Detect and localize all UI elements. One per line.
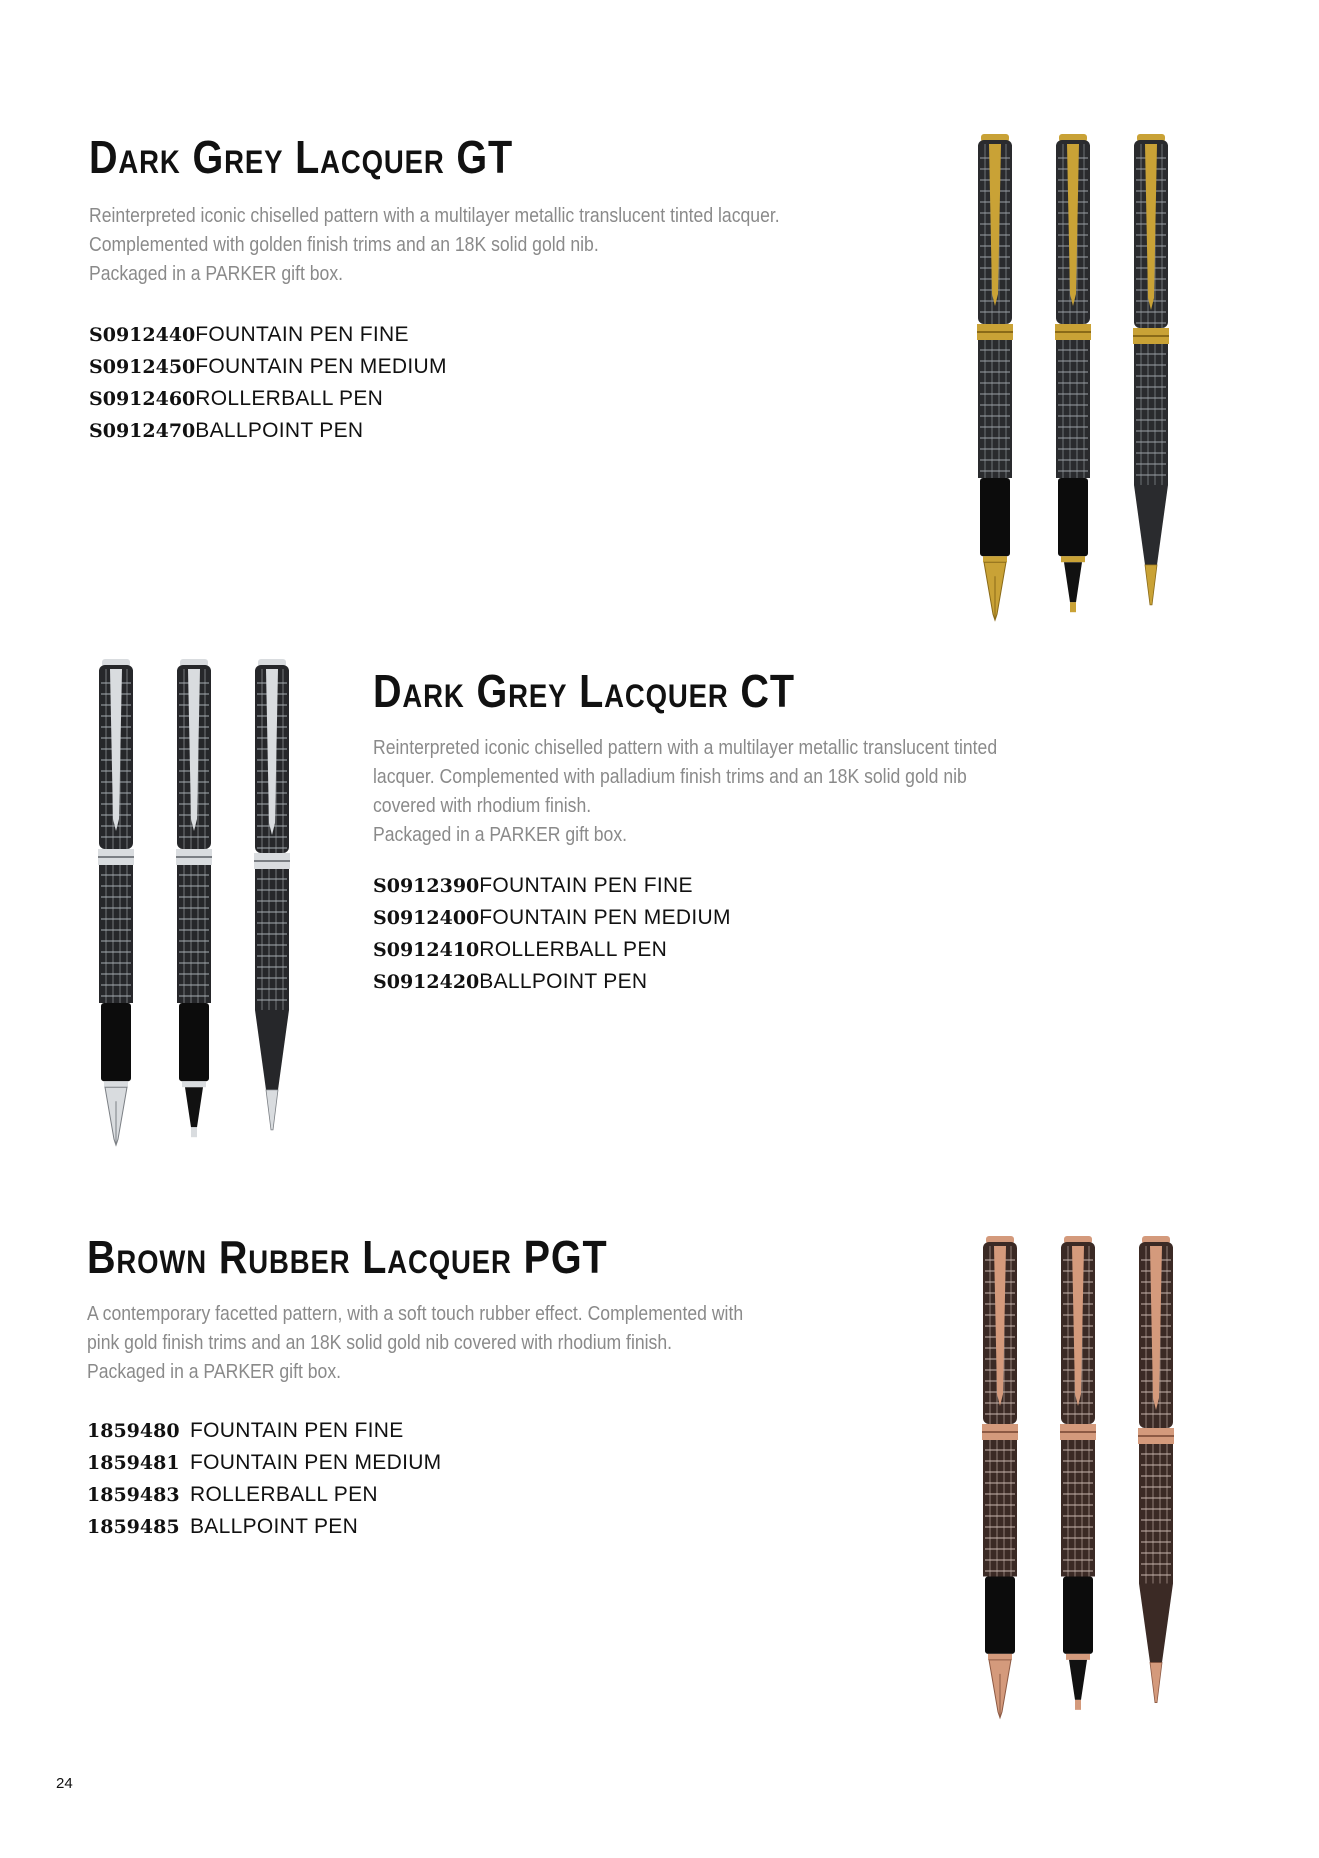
section-title: Dark Grey Lacquer GT bbox=[89, 131, 514, 183]
product-name: FOUNTAIN PEN MEDIUM bbox=[195, 355, 447, 378]
product-code: S0912440 bbox=[89, 324, 196, 346]
description-line: Packaged in a PARKER gift box. bbox=[87, 1361, 342, 1383]
ballpoint-pen bbox=[254, 659, 290, 1130]
product-name: FOUNTAIN PEN MEDIUM bbox=[190, 1451, 442, 1474]
pen-grip bbox=[101, 1003, 131, 1081]
pen-illustration bbox=[86, 655, 306, 1195]
pen-taper bbox=[1139, 1584, 1173, 1663]
description-line: Packaged in a PARKER gift box. bbox=[373, 824, 628, 846]
product-row bbox=[373, 902, 731, 934]
product-row bbox=[89, 319, 447, 351]
product-code: S0912450 bbox=[89, 356, 196, 378]
fountain-pen bbox=[982, 1236, 1018, 1718]
product-section-dark-grey-gt bbox=[89, 131, 874, 447]
product-code: 1859481 bbox=[87, 1452, 180, 1474]
description-line: Complemented with golden finish trims and an 18K solid gold nib. bbox=[89, 234, 599, 256]
product-row bbox=[87, 1447, 441, 1479]
description-line: Reinterpreted iconic chiselled pattern with a multilayer metallic translucent tinted bbox=[373, 737, 998, 759]
pen-grip bbox=[179, 1003, 209, 1081]
pen-tip bbox=[266, 1090, 278, 1130]
product-list bbox=[89, 319, 447, 447]
product-list bbox=[373, 870, 731, 998]
pen-grip bbox=[1058, 478, 1088, 556]
product-row bbox=[89, 415, 447, 447]
pen-grip bbox=[985, 1577, 1015, 1654]
ballpoint-pen bbox=[1138, 1236, 1174, 1703]
pen-tip bbox=[1145, 565, 1157, 605]
section-title: Dark Grey Lacquer CT bbox=[373, 665, 795, 717]
product-name: ROLLERBALL PEN bbox=[195, 387, 384, 410]
description-line: pink gold finish trims and an 18K solid gold nib covered with rhodium finish. bbox=[87, 1332, 673, 1354]
pen-set-image-gt bbox=[965, 130, 1185, 670]
product-name: BALLPOINT PEN bbox=[479, 970, 648, 993]
product-row bbox=[87, 1415, 441, 1447]
product-row bbox=[373, 966, 731, 998]
pen-tip bbox=[1150, 1663, 1162, 1703]
description-line: lacquer. Complemented with palladium finish trims and an 18K solid gold nib bbox=[373, 766, 967, 788]
product-row bbox=[87, 1511, 441, 1543]
product-name: BALLPOINT PEN bbox=[190, 1515, 359, 1538]
product-name: FOUNTAIN PEN FINE bbox=[195, 323, 409, 346]
product-section-dark-grey-ct bbox=[373, 665, 1082, 998]
product-name: FOUNTAIN PEN FINE bbox=[479, 874, 693, 897]
product-code: S0912470 bbox=[89, 420, 196, 442]
product-code: S0912420 bbox=[373, 971, 480, 993]
product-row bbox=[373, 870, 731, 902]
product-row bbox=[373, 934, 731, 966]
pen-tip bbox=[1064, 562, 1082, 602]
pen-tip bbox=[185, 1087, 203, 1127]
pen-tip bbox=[1069, 1660, 1087, 1700]
ballpoint-pen bbox=[1133, 134, 1169, 605]
product-section-brown-rubber-pgt bbox=[87, 1231, 833, 1543]
product-list bbox=[87, 1415, 441, 1543]
description-line: A contemporary facetted pattern, with a soft touch rubber effect. Complemented with bbox=[87, 1303, 744, 1325]
pen-set-image-ct bbox=[86, 655, 306, 1195]
product-code: S0912410 bbox=[373, 939, 480, 961]
section-description bbox=[87, 1300, 743, 1387]
pen-grip bbox=[1063, 1577, 1093, 1654]
product-name: ROLLERBALL PEN bbox=[479, 938, 668, 961]
page-number: 24 bbox=[56, 1775, 73, 1792]
product-code: 1859485 bbox=[87, 1516, 180, 1538]
rollerball-pen bbox=[176, 659, 212, 1137]
pen-set-image-pgt bbox=[970, 1232, 1200, 1767]
section-description bbox=[373, 734, 997, 850]
product-code: S0912390 bbox=[373, 875, 480, 897]
product-code: 1859480 bbox=[87, 1420, 180, 1442]
rollerball-pen bbox=[1060, 1236, 1096, 1710]
fountain-pen bbox=[98, 659, 134, 1145]
rollerball-pen bbox=[1055, 134, 1091, 612]
product-code: 1859483 bbox=[87, 1484, 180, 1506]
product-row bbox=[89, 351, 447, 383]
fountain-pen bbox=[977, 134, 1013, 620]
pen-taper bbox=[255, 1010, 289, 1090]
product-name: FOUNTAIN PEN FINE bbox=[190, 1419, 404, 1442]
description-line: Packaged in a PARKER gift box. bbox=[89, 263, 344, 285]
product-name: ROLLERBALL PEN bbox=[190, 1483, 378, 1506]
product-code: S0912460 bbox=[89, 388, 196, 410]
section-description bbox=[89, 202, 780, 289]
product-row bbox=[87, 1479, 441, 1511]
description-line: Reinterpreted iconic chiselled pattern with a multilayer metallic translucent tinted lacquer. bbox=[89, 205, 780, 227]
product-name: BALLPOINT PEN bbox=[195, 419, 364, 442]
pen-grip bbox=[980, 478, 1010, 556]
product-name: FOUNTAIN PEN MEDIUM bbox=[479, 906, 731, 929]
pen-taper bbox=[1134, 485, 1168, 565]
pen-illustration bbox=[970, 1232, 1200, 1767]
section-title: Brown Rubber Lacquer PGT bbox=[87, 1231, 608, 1283]
description-line: covered with rhodium finish. bbox=[373, 795, 592, 817]
product-code: S0912400 bbox=[373, 907, 480, 929]
pen-illustration bbox=[965, 130, 1185, 670]
product-row bbox=[89, 383, 447, 415]
